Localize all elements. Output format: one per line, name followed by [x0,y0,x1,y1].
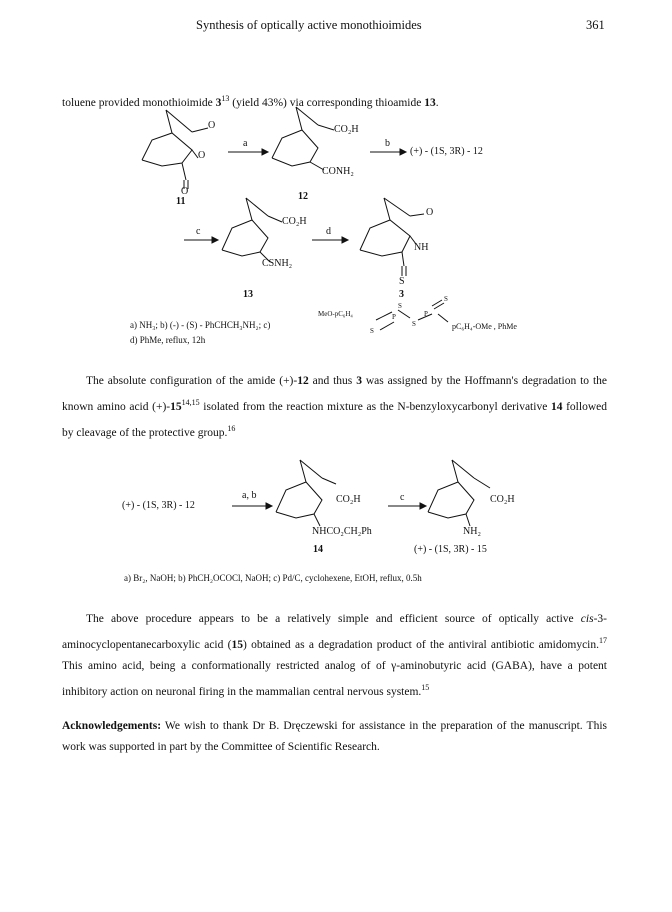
c11-o-bottom: O [181,186,189,197]
arrow-a-label: a [243,138,248,149]
scheme2-start: (+) - (1S, 3R) - 12 [122,500,195,511]
reagent-s2: S [412,320,416,328]
arrow-b-label: b [385,138,390,149]
arrow-c2-label: c [400,492,405,503]
paragraph-procedure: The above procedure appears to be a relatively simple and efficient source of optically active cis-3-aminocyclopentanecarboxylic acid (15) obtained as a degradation product of the antiviral antibiotic amidomycin.$^{17}$ This amino acid, being a conformationally restricted analog of of γ-aminobutyric acid (GABA), have a potent inhibitory action on neuronal firing in the mammalian central nervous system.$^{15}$ [62,613,608,698]
c13-csnh2: CSNH₂ [262,258,293,269]
arrow-d-label: d [326,226,331,237]
reagent-p2: P [424,310,428,318]
paragraph-hoffmann: The absolute configuration of the amide (+)-12 and thus 3 was assigned by the Hoffmann's degradation to the known amino acid $(+)-15^{14,15}$ isolated from the reaction mixture as the N-benzyloxycarbonyl derivative 14 followed by cleavage of the protective group.$^{16}$ [62,375,608,439]
compound-15-structure [428,460,490,526]
reagent-s4: S [370,327,374,335]
acknowledgements-heading: Acknowledgements: [62,720,162,732]
running-title: Synthesis of optically active monothioimides [196,18,422,32]
reagent-s1: S [398,302,402,310]
c13-co2h: CO₂H [282,216,307,227]
acknowledgements: Acknowledgements: We wish to thank Dr B. Dręczewski for assistance in the preparation of the manuscript. This work was supported in part by the Committee of Scientific Research. [62,720,607,753]
compound-11-label: 11 [176,196,186,207]
compound-3-label: 3 [399,289,404,300]
compound-14-label: 14 [313,544,323,555]
c11-o-ring: O [198,150,206,161]
arrow-ab-head [266,503,272,509]
compound-13-label: 13 [243,289,253,300]
c15-co2h: CO₂H [490,494,515,505]
reagent-s3: S [444,295,448,303]
c3-nh: NH [414,242,429,253]
reagent-right-text: pC₆H₄-OMe , PhMe [452,322,517,331]
page-number: 361 [586,18,605,32]
c11-o-top: O [208,120,216,131]
intro-paragraph: toluene provided monothioimide $3^{13}$ (yield 43%) via corresponding thioamide 13. [62,94,439,109]
compound-14-structure [276,460,336,526]
arrow-c2-head [420,503,426,509]
compound-12-label: 12 [298,191,308,202]
reagent-p1: P [392,313,396,321]
scheme2-conditions: a) Br₂, NaOH; b) PhCH₂OCOCl, NaOH; c) Pd/C, cyclohexene, EtOH, reflux, 0.5h [124,573,422,583]
scheme1-conditions-line1: a) NH₃; b) (-) - (S) - PhCHCH₃NH₂; c) [130,320,271,330]
c12-conh2: CONH₂ [322,166,354,177]
compound-15-label: (+) - (1S, 3R) - 15 [414,544,487,555]
c3-o: O [426,207,434,218]
arrow-ab-label: a, b [242,490,257,501]
scheme1-conditions-line2: d) PhMe, reflux, 12h [130,335,206,345]
c15-nh2: NH₂ [463,526,481,537]
c14-group: NHCO₂CH₂Ph [312,526,372,537]
c12-co2h: CO₂H [334,124,359,135]
c14-co2h: CO₂H [336,494,361,505]
c3-s: S [399,276,405,287]
product-b-text: (+) - (1S, 3R) - 12 [410,146,483,157]
arrow-c-label: c [196,226,201,237]
reagent-left-text: MeO-pC₆H₄ [318,310,353,318]
